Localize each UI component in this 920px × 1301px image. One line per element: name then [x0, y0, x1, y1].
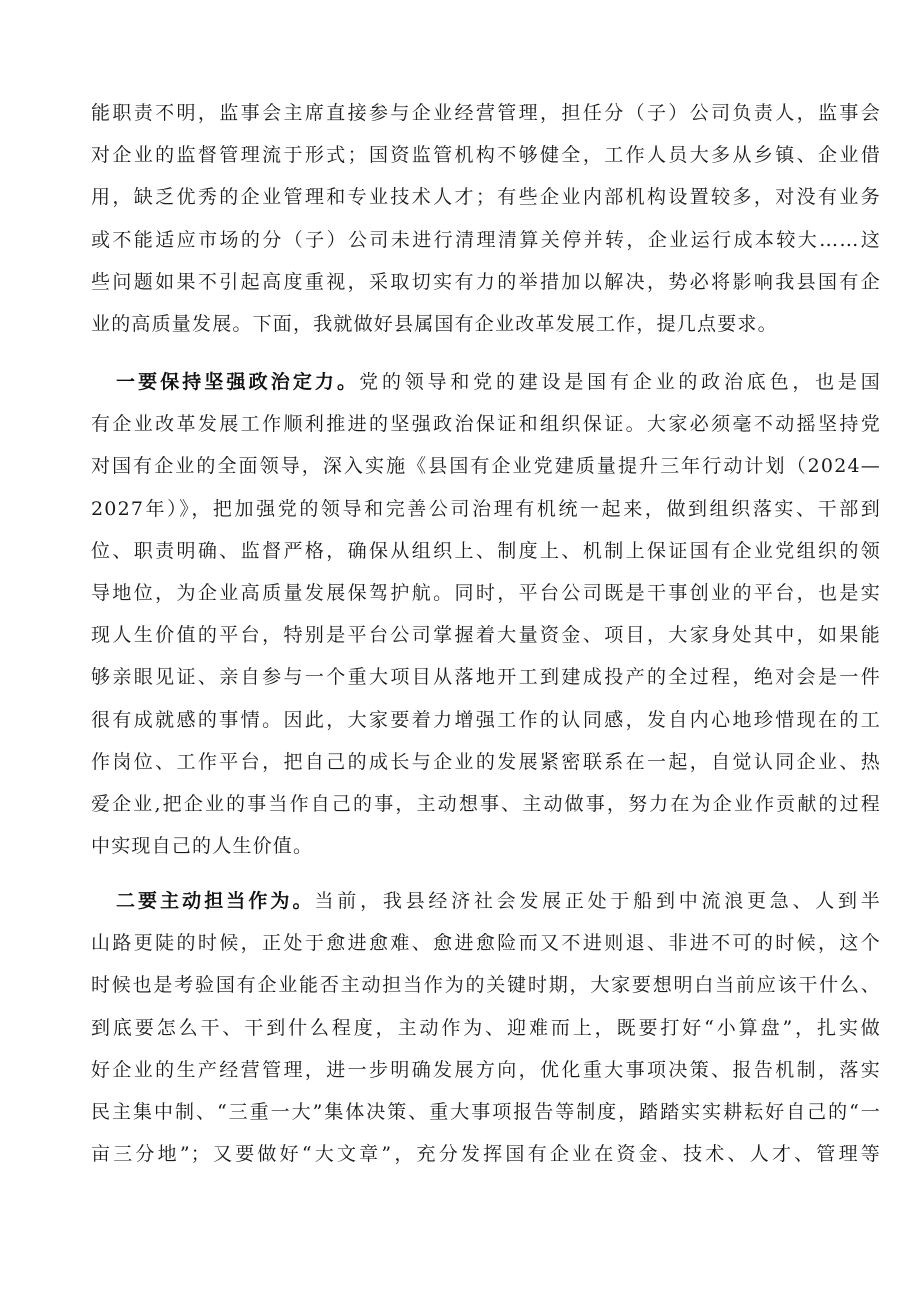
text-line — [91, 880, 881, 922]
text-line: 能职责不明，监事会主席直接参与企业经营管理，担任分（子）公司负责人，监事会 — [91, 102, 881, 124]
section-1-paragraph — [91, 361, 881, 867]
text-line: 到底要怎么干、干到什么程度，主动作为、迎难而上，既要打好“小算盘”，扎实做 — [91, 1016, 881, 1039]
text-line: 中实现自己的人生价值。 — [91, 835, 314, 858]
text-line: 很有成就感的事情。因此，大家要着力增强工作的认同感，发自内心地珍惜现在的工 — [91, 708, 881, 731]
text-line: 好企业的生产经营管理，进一步明确发展方向，优化重大事项决策、报告机制，落实 — [91, 1058, 881, 1081]
text-line: 或不能适应市场的分（子）公司未进行清理清算关停并转，企业运行成本较大……这 — [91, 228, 881, 251]
text-line: 作岗位、工作平台，把自己的成长与企业的发展紧密联系在一起，自觉认同企业、热 — [91, 750, 881, 773]
text-line: 对企业的监督管理流于形式；国资监管机构不够健全，工作人员大多从乡镇、企业借 — [91, 144, 881, 167]
section-2-first-line-text: 当前，我县经济社会发展正处于船到中流浪更急、人到半 — [314, 890, 881, 912]
paragraph-continuation — [91, 92, 881, 345]
section-2-paragraph — [91, 880, 881, 1175]
text-line: 对国有企业的全面领导，深入实施《县国有企业党建质量提升三年行动计划（2024— — [91, 455, 881, 478]
text-line: 山路更陡的时候，正处于愈进愈难、愈进愈险而又不进则退、非进不可的时候，这个 — [91, 932, 881, 955]
section-1-heading: 一要保持坚强政治定力。 — [116, 371, 360, 393]
text-line: 亩三分地”；又要做好“大文章”，充分发挥国有企业在资金、技术、人才、管理等 — [91, 1143, 881, 1166]
text-line: 爱企业,把企业的事当作自己的事，主动想事、主动做事，努力在为企业作贡献的过程 — [91, 792, 881, 815]
text-line: 位、职责明确、监督严格，确保从组织上、制度上、机制上保证国有企业党组织的领 — [91, 539, 881, 562]
text-line: 导地位，为企业高质量发展保驾护航。同时，平台公司既是干事创业的平台，也是实 — [91, 581, 881, 604]
text-line — [91, 361, 881, 403]
section-2-heading: 二要主动担当作为。 — [116, 890, 315, 912]
text-line: 些问题如果不引起高度重视，采取切实有力的举措加以解决，势必将影响我县国有企 — [91, 270, 881, 293]
text-line: 有企业改革发展工作顺利推进的坚强政治保证和组织保证。大家必须毫不动摇坚持党 — [91, 413, 881, 436]
text-line: 时候也是考验国有企业能否主动担当作为的关键时期，大家要想明白当前应该干什么、 — [91, 974, 881, 997]
text-line: 民主集中制、“三重一大”集体决策、重大事项报告等制度，踏踏实实耕耘好自己的“一 — [91, 1100, 881, 1123]
text-line: 2027年）》，把加强党的领导和完善公司治理有机统一起来，做到组织落实、干部到 — [91, 497, 881, 520]
text-line: 业的高质量发展。下面，我就做好县属国有企业改革发展工作，提几点要求。 — [91, 312, 778, 335]
section-1-first-line-text: 党的领导和党的建设是国有企业的政治底色，也是国 — [359, 371, 881, 393]
text-line: 用，缺乏优秀的企业管理和专业技术人才；有些企业内部机构设置较多，对没有业务 — [91, 186, 881, 209]
text-line: 现人生价值的平台，特别是平台公司掌握着大量资金、项目，大家身处其中，如果能 — [91, 624, 881, 647]
text-line: 够亲眼见证、亲自参与一个重大项目从落地开工到建成投产的全过程，绝对会是一件 — [91, 666, 881, 689]
